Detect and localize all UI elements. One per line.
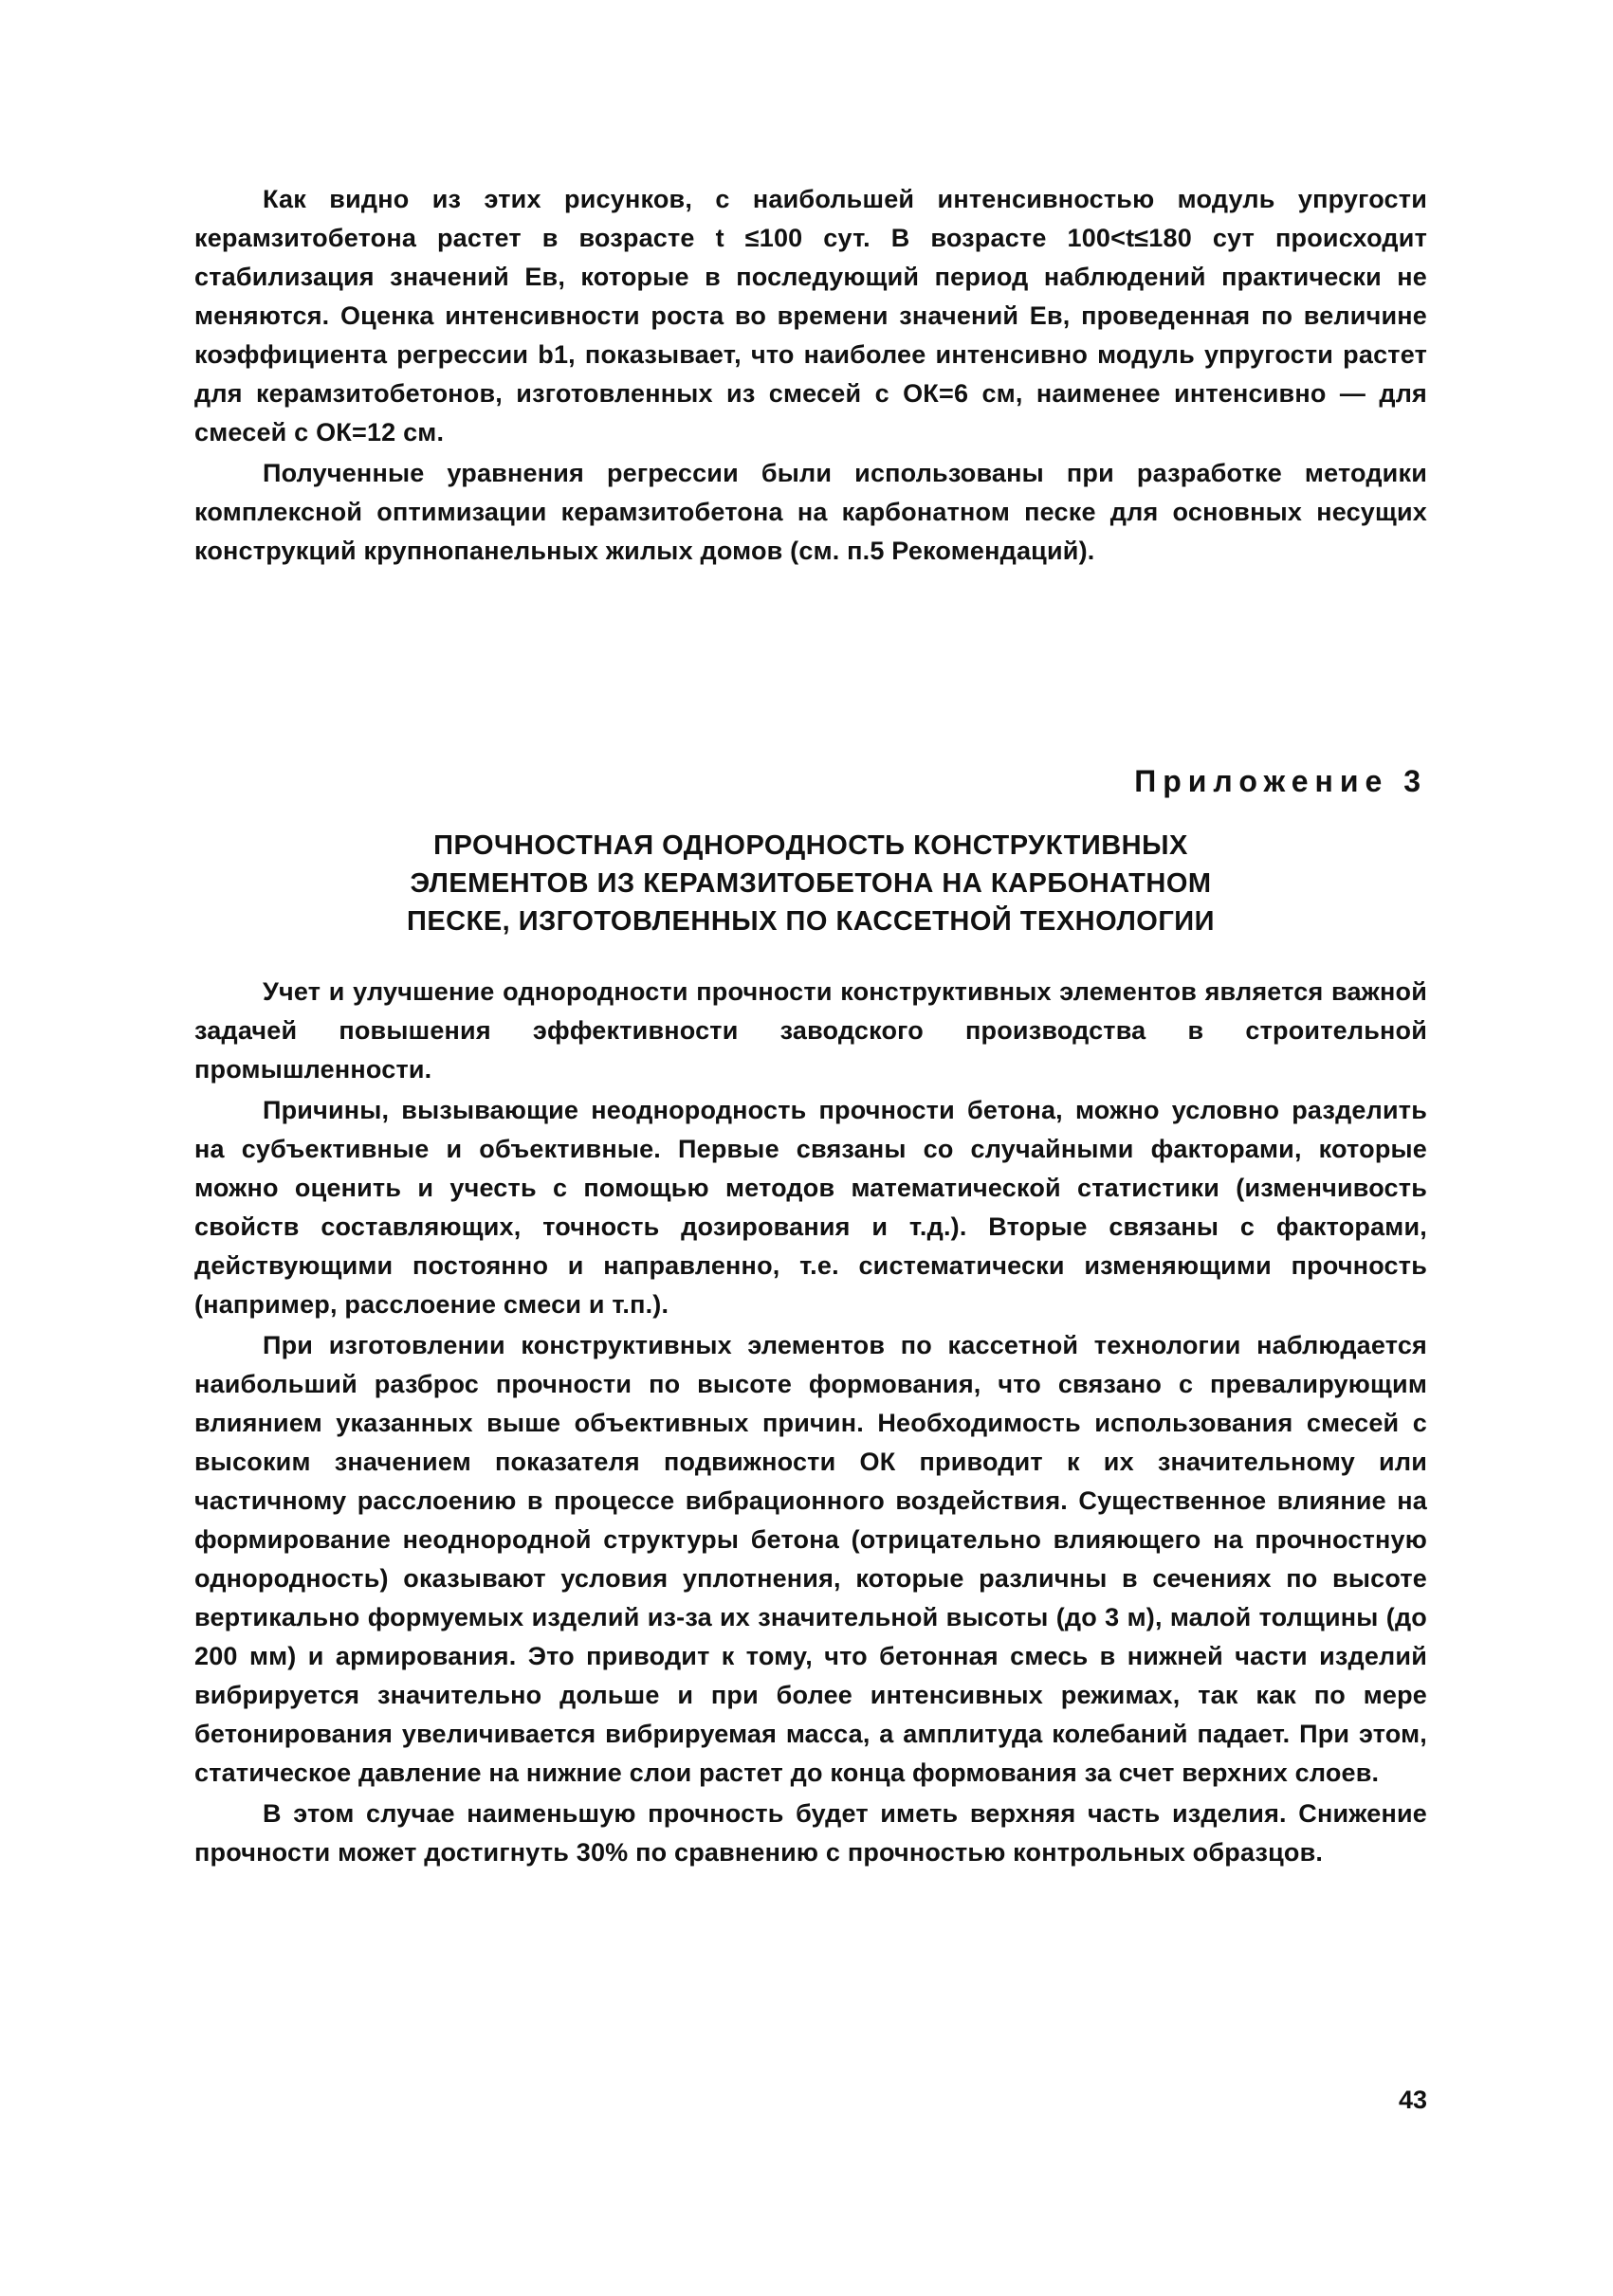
appendix-title-line: ЭЛЕМЕНТОВ ИЗ КЕРАМЗИТОБЕТОНА НА КАРБОНАТНОМ xyxy=(410,868,1212,899)
paragraph-uniformity-task: Учет и улучшение однородности прочности конструктивных элементов является важной задачей повышения эффективности заводского производства в строительной промышленности. xyxy=(194,977,1427,1084)
paragraph-cassette-technology: При изготовлении конструктивных элементов по кассетной технологии наблюдается наибольший разброс прочности по высоте формования, что связано с превалирующим влиянием указанных выше объективных причин. Необходимость использования смесей с высоким значением показателя подвижности ОК приводит к их значительному или частичному расслоению в процессе вибрационного воздействия. Существенное влияние на формирование неоднородной структуры бетона (отрицательно влияющего на прочностную однородность) оказывают условия уплотнения, которые различны в сечениях по высоте вертикально формуемых изделий из-за их значительной высоты (до 3 м), малой толщины (до 200 мм) и армирования. Это приводит к тому, что бетонная смесь в нижней части изделий вибрируется значительно дольше и при более интенсивных режимах, так как по мере бетонирования увеличивается вибрируемая масса, а амплитуда колебаний падает. При этом, статическое давление на нижние слои растет до конца формования за счет верхних слоев. xyxy=(194,1331,1427,1787)
page-number: 43 xyxy=(1398,2086,1427,2114)
document-page xyxy=(194,180,1427,1872)
appendix-title-line: ПРОЧНОСТНАЯ ОДНОРОДНОСТЬ КОНСТРУКТИВНЫХ xyxy=(433,830,1188,861)
paragraph-strength-reduction: В этом случае наименьшую прочность будет иметь верхняя часть изделия. Снижение прочности может достигнуть 30% по сравнению с прочностью контрольных образцов. xyxy=(194,1799,1427,1867)
paragraph-elastic-modulus: Как видно из этих рисунков, с наибольшей интенсивностью модуль упругости керамзитобетона растет в возрасте t ≤100 сут. В возрасте 100<t≤180 сут происходит стабилизация значений Eв, которые в последующий период наблюдений практически не меняются. Оценка интенсивности роста во времени значений Eв, проведенная по величине коэффициента регрессии b1, показывает, что наиболее интенсивно модуль упругости растет для керамзитобетонов, изготовленных из смесей с ОК=6 см, наименее интенсивно — для смесей с ОК=12 см. xyxy=(194,185,1427,446)
appendix-label: Приложение 3 xyxy=(1134,764,1427,798)
appendix-body xyxy=(194,973,1427,1872)
paragraph-regression-equations: Полученные уравнения регрессии были использованы при разработке методики комплексной оптимизации керамзитобетона на карбонатном песке для основных несущих конструкций крупнопанельных жилых домов (см. п.5 Рекомендаций). xyxy=(194,459,1427,565)
appendix-title-line: ПЕСКЕ, ИЗГОТОВЛЕННЫХ ПО КАССЕТНОЙ ТЕХНОЛОГИИ xyxy=(407,906,1215,937)
appendix-title xyxy=(194,827,1427,940)
paragraph-causes: Причины, вызывающие неоднородность прочности бетона, можно условно разделить на субъективные и объективные. Первые связаны со случайными факторами, которые можно оценить и учесть с помощью методов математической статистики (изменчивость свойств составляющих, точность дозирования и т.д.). Вторые связаны с факторами, действующими постоянно и направленно, т.е. систематически изменяющими прочность (например, расслоение смеси и т.п.). xyxy=(194,1096,1427,1319)
